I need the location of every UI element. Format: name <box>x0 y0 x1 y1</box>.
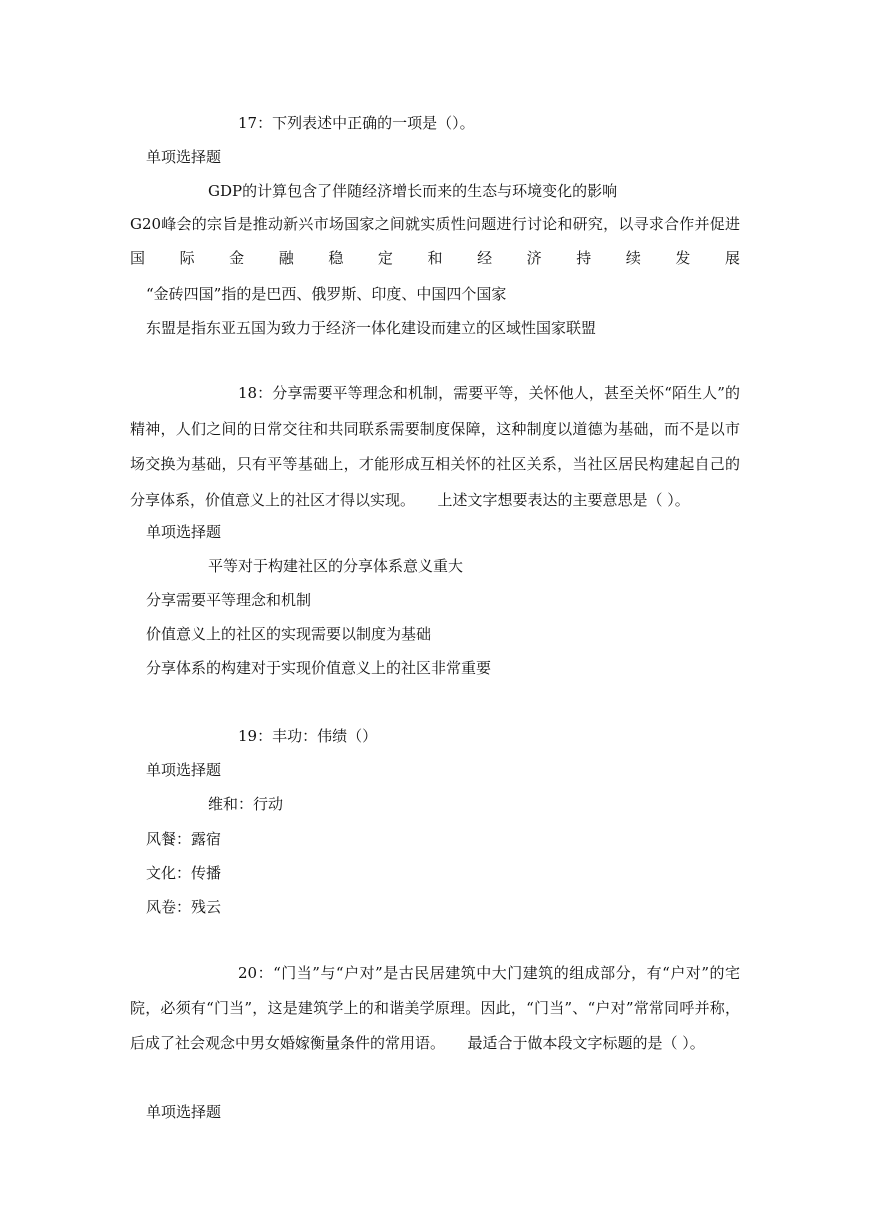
question-18-stem: 18：分享需要平等理念和机制，需要平等，关怀他人，甚至关怀“陌生人”的精神，人们之间的日常交往和共同联系需要制度保障，这种制度以道德为基础，而不是以市场交换为基础，只有平等基础上，才能形成互相关怀的社区关系，当社区居民构建起自己的分享体系，价值意义上的社区才得以实现。 上述文字想要表达的主要意思是（ ）。 <box>130 384 740 509</box>
question-17-type: 单项选择题 <box>146 148 222 166</box>
question-19-type: 单项选择题 <box>146 761 222 779</box>
question-18-type: 单项选择题 <box>146 523 222 541</box>
question-18-option-b: 分享需要平等理念和机制 <box>146 591 312 609</box>
question-17-option-b: G20峰会的宗旨是推动新兴市场国家之间就实质性问题进行讨论和研究，以寻求合作并促进国际金融稳定和经济持续发展 <box>130 215 740 267</box>
question-17-option-a: GDP的计算包含了伴随经济增长而来的生态与环境变化的影响 <box>208 182 618 200</box>
question-17-option-c: “金砖四国”指的是巴西、俄罗斯、印度、中国四个国家 <box>146 285 507 303</box>
question-19-stem: 19：丰功：伟绩（） <box>238 727 378 745</box>
question-18-option-c: 价值意义上的社区的实现需要以制度为基础 <box>146 625 432 643</box>
question-17-option-d: 东盟是指东亚五国为致力于经济一体化建设而建立的区域性国家联盟 <box>146 319 597 337</box>
question-19-option-a: 维和：行动 <box>208 795 284 813</box>
question-19-option-b: 风餐：露宿 <box>146 830 222 848</box>
question-18-option-d: 分享体系的构建对于实现价值意义上的社区非常重要 <box>146 659 492 677</box>
question-20-type: 单项选择题 <box>146 1103 222 1121</box>
question-19-option-d: 风卷：残云 <box>146 898 222 916</box>
question-19-option-c: 文化：传播 <box>146 864 222 882</box>
question-20-stem: 20：“门当”与“户对”是古民居建筑中大门建筑的组成部分，有“户对”的宅院，必须有“门当”，这是建筑学上的和谐美学原理。因此，“门当”、“户对”常常同呼并称，后成了社会观念中男女婚嫁衡量条件的常用语。 最适合于做本段文字标题的是（ ）。 <box>130 964 740 1052</box>
question-17-stem: 17：下列表述中正确的一项是（）。 <box>238 114 475 132</box>
question-18-option-a: 平等对于构建社区的分享体系意义重大 <box>208 557 464 575</box>
